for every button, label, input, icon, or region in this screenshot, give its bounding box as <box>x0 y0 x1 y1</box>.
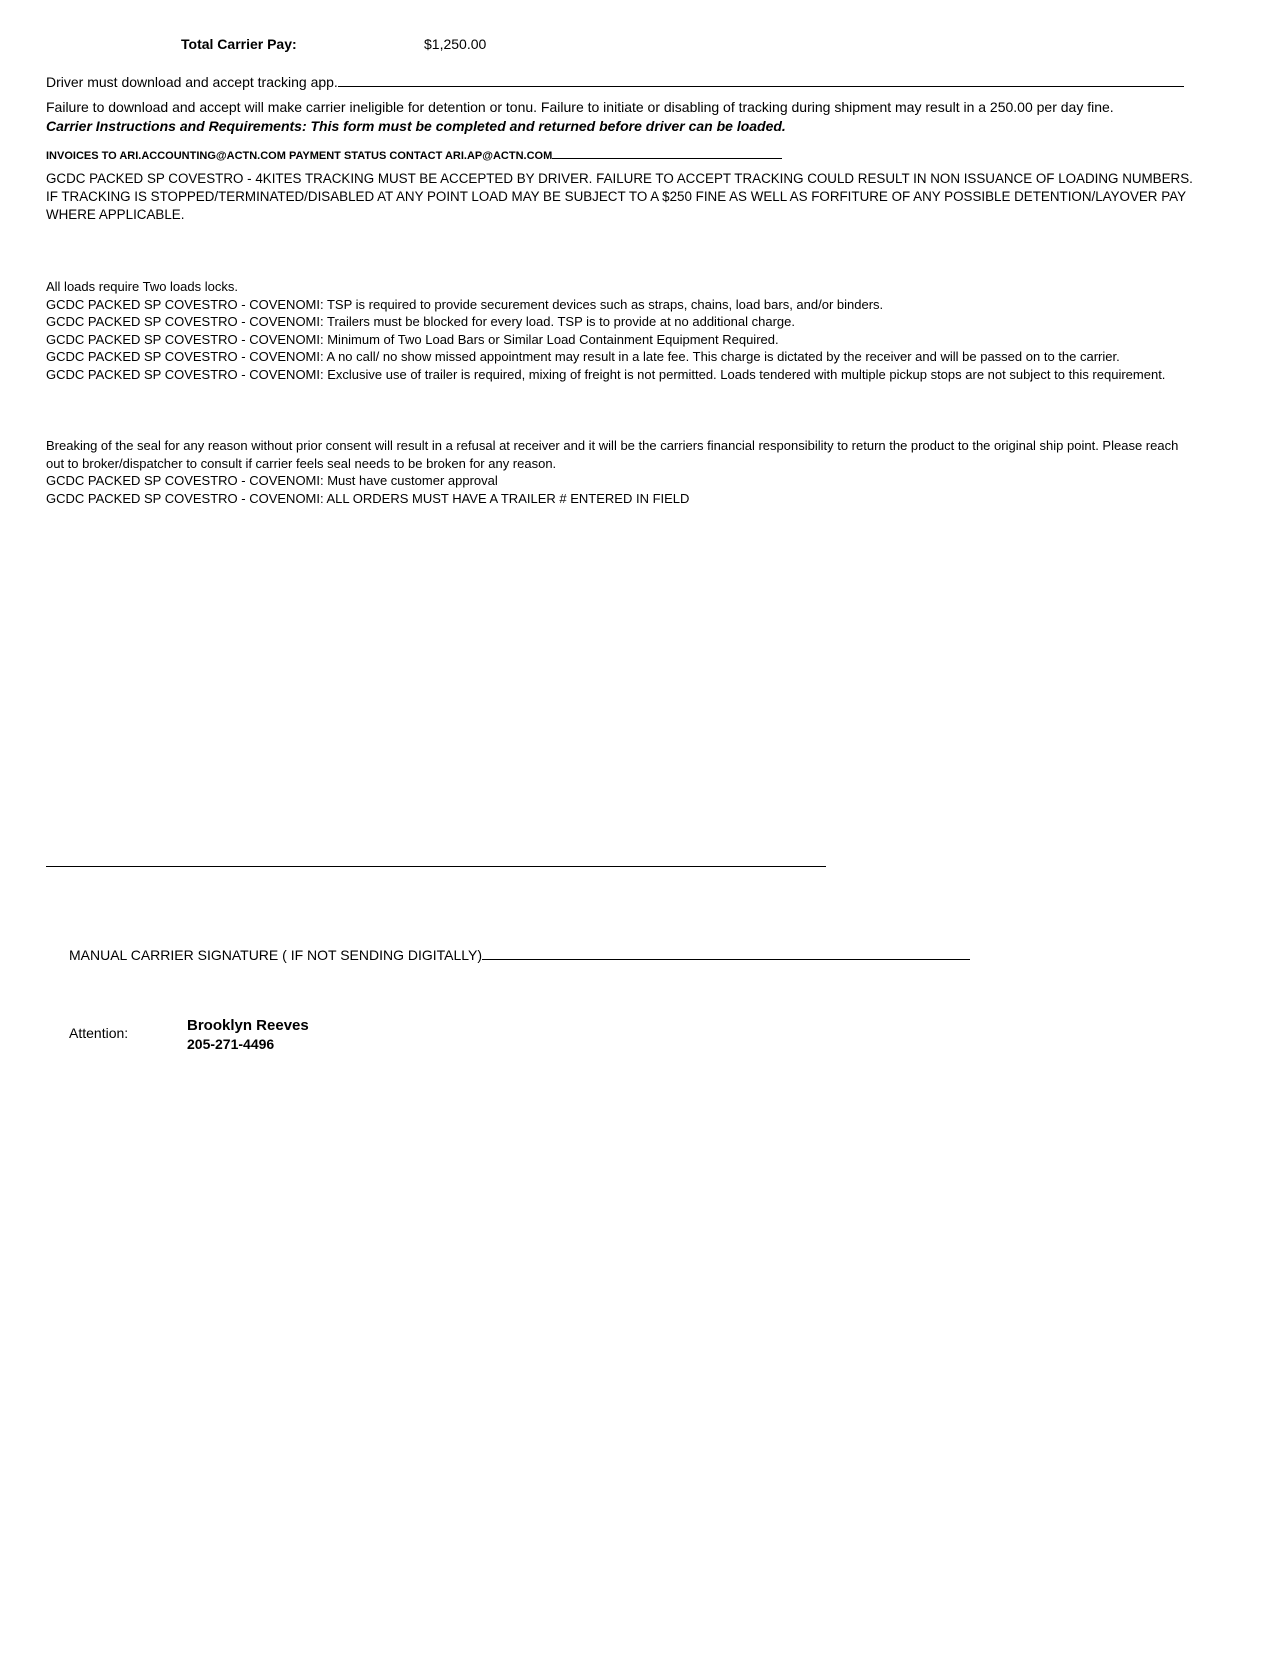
divider-line <box>46 866 826 867</box>
carrier-instructions-heading: Carrier Instructions and Requirements: This form must be completed and returned before driver can be loaded. <box>46 118 786 134</box>
total-carrier-pay-label: Total Carrier Pay: <box>181 36 297 52</box>
attention-label: Attention: <box>69 1025 129 1041</box>
tracking-app-underline <box>338 74 1184 87</box>
invoices-text: INVOICES TO ARI.ACCOUNTING@ACTN.COM PAYMENT STATUS CONTACT ARI.AP@ACTN.COM <box>46 150 553 162</box>
seal-paragraph: Breaking of the seal for any reason without prior consent will result in a refusal at receiver and it will be the carriers financial responsibility to return the product to the original ship point. Please reach out to broker/dispatcher to consult if carrier feels seal needs to be broken for any reason. <box>46 438 1179 471</box>
requirement-item: GCDC PACKED SP COVESTRO - COVENOMI: Exclusive use of trailer is required, mixing of freight is not permitted. Loads tendered with multiple pickup stops are not subject to this requirement. <box>46 366 1166 382</box>
invoices-line <box>46 148 782 163</box>
signature-line <box>69 946 970 964</box>
requirement-item: GCDC PACKED SP COVESTRO - COVENOMI: TSP is required to provide securement devices such as straps, chains, load bars, and/or binders. <box>46 296 884 312</box>
tracking-notice: GCDC PACKED SP COVESTRO - 4KITES TRACKING MUST BE ACCEPTED BY DRIVER. FAILURE TO ACCEPT TRACKING COULD RESULT IN NON ISSUANCE OF LOADING NUMBERS. IF TRACKING IS STOPPED/TERMINATED/DISABLED AT ANY POINT LOAD MAY BE SUBJECT TO A $250 FINE AS WELL AS FORFITURE OF ANY POSSIBLE DETENTION/LAYOVER PAY WHERE APPLICABLE. <box>46 171 1193 222</box>
requirements-list <box>46 278 1186 384</box>
invoices-underline <box>552 148 782 159</box>
signature-label: MANUAL CARRIER SIGNATURE ( IF NOT SENDING DIGITALLY) <box>69 947 483 963</box>
tracking-app-text: Driver must download and accept tracking app. <box>46 74 338 90</box>
requirement-item: GCDC PACKED SP COVESTRO - COVENOMI: A no call/ no show missed appointment may result in a late fee. This charge is dictated by the receiver and will be passed on to the carrier. <box>46 349 1120 365</box>
requirement-item: GCDC PACKED SP COVESTRO - COVENOMI: Minimum of Two Load Bars or Similar Load Containment Equipment Required. <box>46 331 779 347</box>
total-carrier-pay-amount: $1,250.00 <box>424 36 487 52</box>
seal-trailer-field: GCDC PACKED SP COVESTRO - COVENOMI: ALL ORDERS MUST HAVE A TRAILER # ENTERED IN FIELD <box>46 490 690 506</box>
requirement-item: All loads require Two loads locks. <box>46 279 238 294</box>
seal-section <box>46 437 1186 507</box>
requirement-item: GCDC PACKED SP COVESTRO - COVENOMI: Trailers must be blocked for every load. TSP is to provide at no additional charge. <box>46 314 795 330</box>
attention-phone: 205-271-4496 <box>187 1036 275 1052</box>
attention-name: Brooklyn Reeves <box>187 1017 309 1034</box>
tracking-failure-text: Failure to download and accept will make carrier ineligible for detention or tonu. Failure to initiate or disabling of tracking during shipment may result in a 250.00 per day fine. <box>46 99 1114 115</box>
tracking-app-line <box>46 73 1184 91</box>
signature-underline[interactable] <box>482 947 970 960</box>
seal-approval: GCDC PACKED SP COVESTRO - COVENOMI: Must have customer approval <box>46 473 498 489</box>
